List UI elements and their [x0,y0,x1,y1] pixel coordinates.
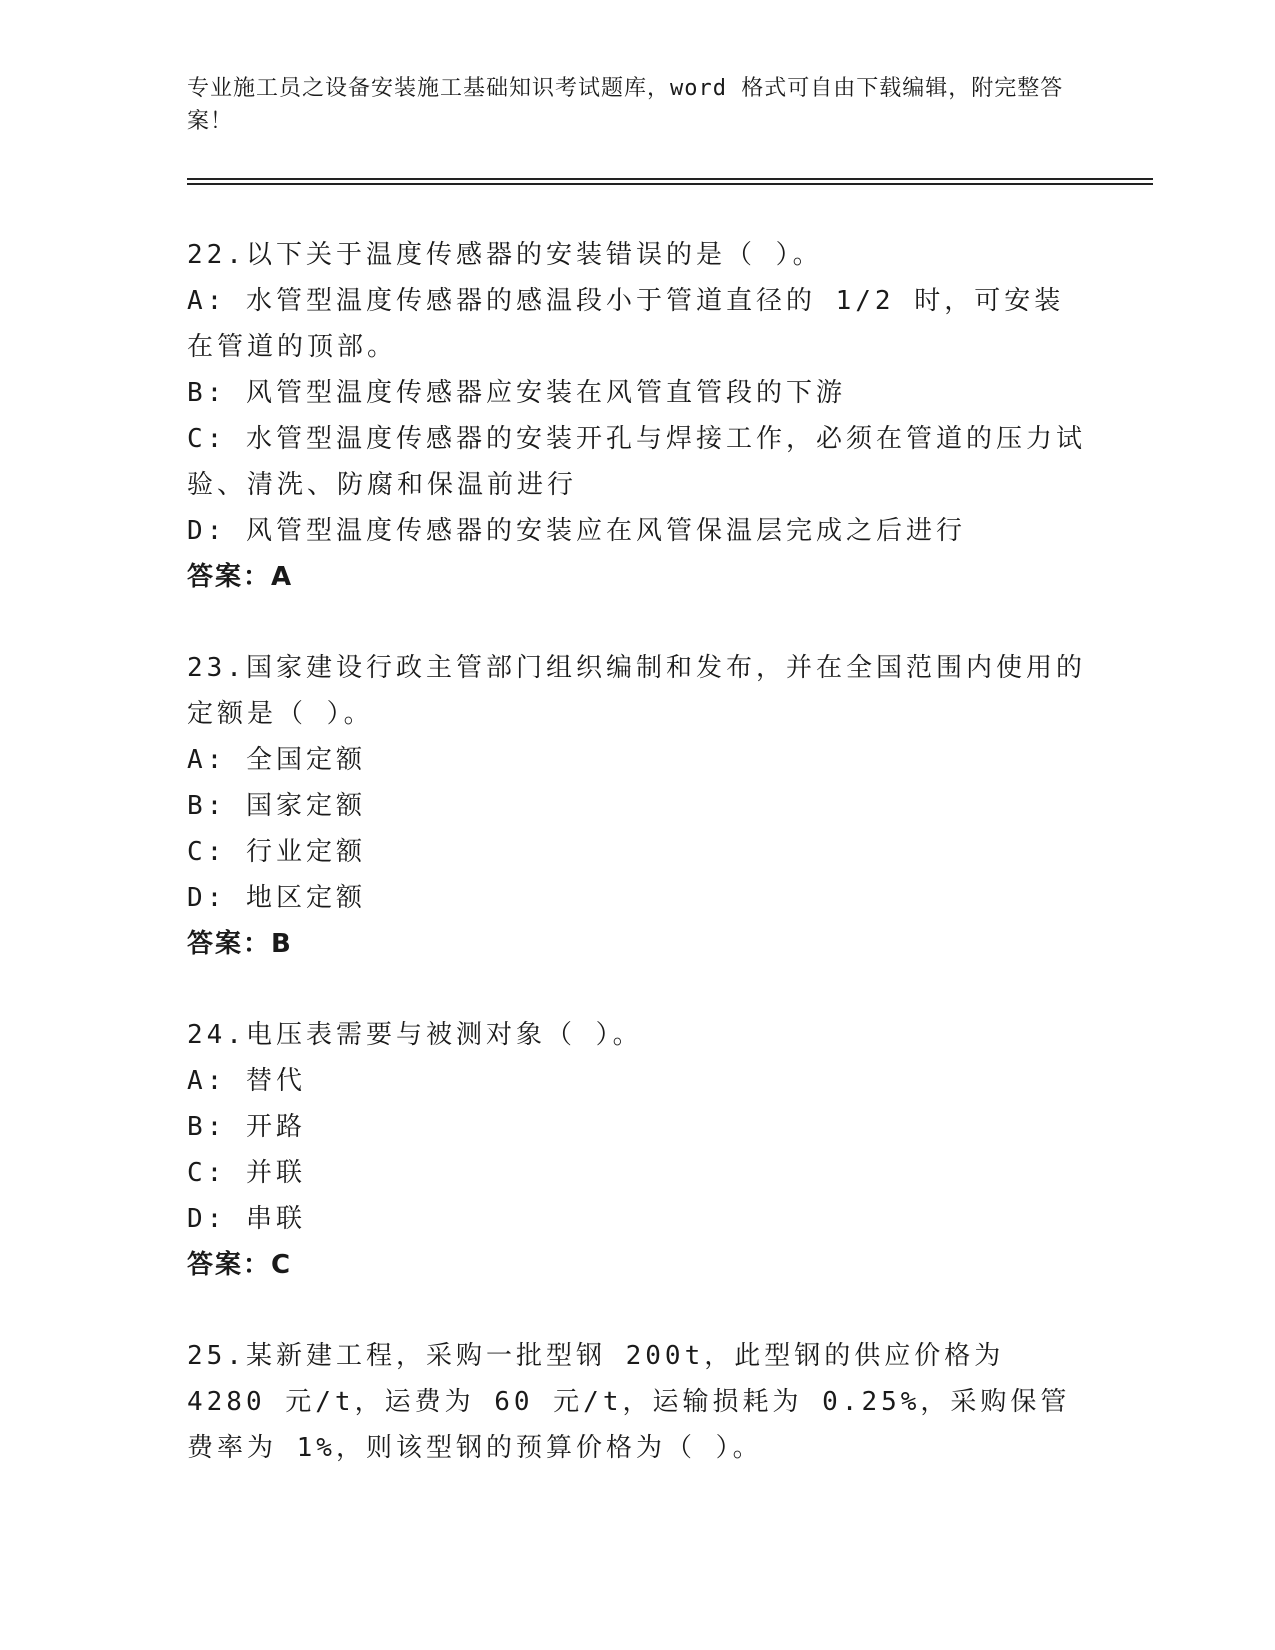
option-a: A: 全国定额 [187,745,366,775]
question-24 [187,1012,1087,1288]
option-c: C: 并联 [187,1158,306,1188]
answer-label: 答案：B [187,929,293,959]
question-23 [187,645,1087,967]
question-list [187,232,1087,1516]
option-c: C: 行业定额 [187,837,366,867]
option-d: D: 地区定额 [187,883,366,913]
option-a: A: 替代 [187,1066,306,1096]
option-a: A: 水管型温度传感器的感温段小于管道直径的 1/2 时，可安装在管道的顶部。 [187,286,1065,362]
question-stem: 23.国家建设行政主管部门组织编制和发布，并在全国范围内使用的定额是（ ）。 [187,653,1086,729]
question-stem: 24.电压表需要与被测对象（ ）。 [187,1020,643,1050]
option-d: D: 串联 [187,1204,306,1234]
option-c: C: 水管型温度传感器的安装开孔与焊接工作，必须在管道的压力试验、清洗、防腐和保温前进行 [187,424,1086,500]
answer-label: 答案：A [187,562,294,592]
header-divider-bottom [187,183,1153,185]
question-25 [187,1333,1087,1471]
header-divider-top [187,178,1153,180]
option-b: B: 风管型温度传感器应安装在风管直管段的下游 [187,378,846,408]
answer-label: 答案：C [187,1250,293,1280]
option-b: B: 国家定额 [187,791,366,821]
question-stem: 25.某新建工程，采购一批型钢 200t，此型钢的供应价格为 4280 元/t，运费为 60 元/t，运输损耗为 0.25%，采购保管费率为 1%，则该型钢的预算价格为（ ）。 [187,1341,1071,1463]
option-d: D: 风管型温度传感器的安装应在风管保温层完成之后进行 [187,516,966,546]
question-stem: 22.以下关于温度传感器的安装错误的是（ ）。 [187,240,823,270]
document-header: 专业施工员之设备安装施工基础知识考试题库，word 格式可自由下载编辑，附完整答案！ [187,76,1064,134]
option-b: B: 开路 [187,1112,306,1142]
question-22 [187,232,1087,600]
